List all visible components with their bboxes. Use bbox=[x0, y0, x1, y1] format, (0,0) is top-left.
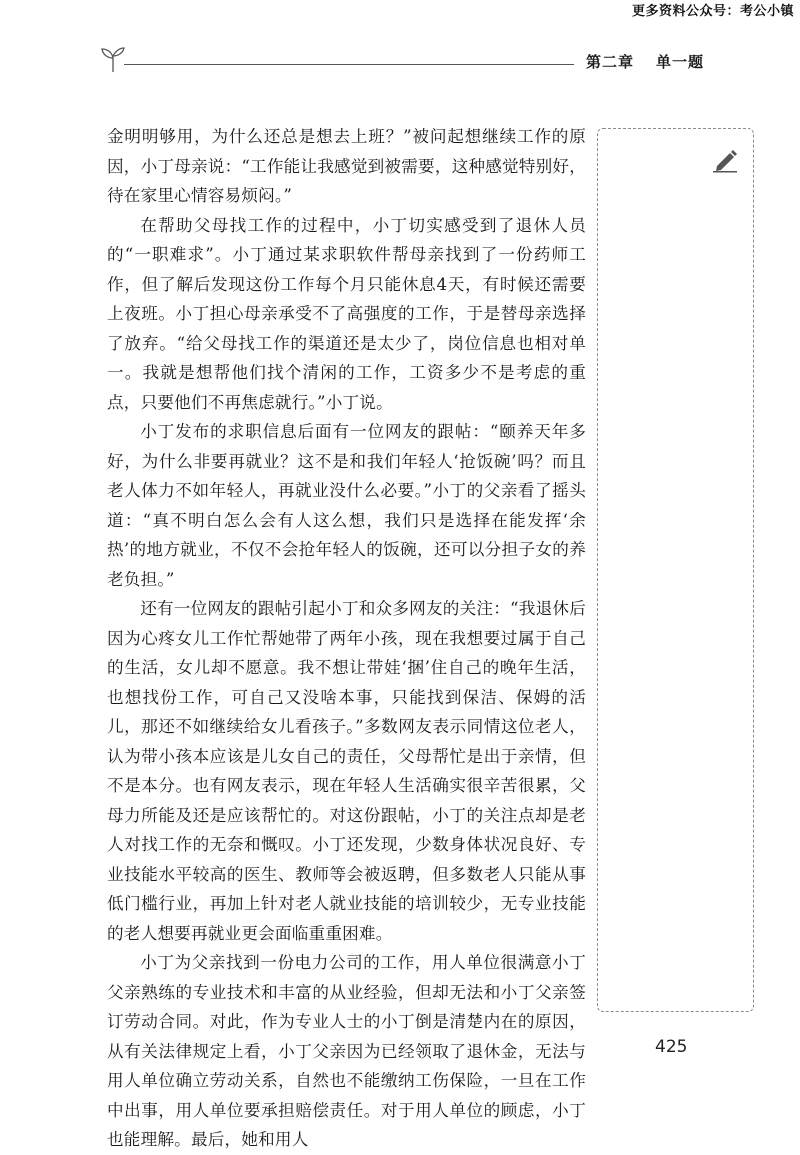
page-number: 425 bbox=[655, 1037, 688, 1057]
paragraph: 小丁发布的求职信息后面有一位网友的跟帖：“颐养天年多好，为什么非要再就业？这不是和我们年轻人‘抢饭碗’吗？而且老人体力不如年轻人，再就业没什么必要。”小丁的父亲看了摇头道：“真不明白怎么会有人这么想，我们只是选择在能发挥‘余热’的地方就业，不仅不会抢年轻人的饭碗，还可以分担子女的养老负担。” bbox=[107, 422, 586, 589]
section-label: 单一题 bbox=[656, 53, 705, 71]
body-text bbox=[107, 122, 586, 1155]
paragraph: 小丁为父亲找到一份电力公司的工作，用人单位很满意小丁父亲熟练的专业技术和丰富的从业经验，但却无法和小丁父亲签订劳动合同。对此，作为专业人士的小丁倒是清楚内在的原因，从有关法律规定上看，小丁父亲因为已经领取了退休金，无法与用人单位确立劳动关系，自然也不能缴纳工伤保险，一旦在工作中出事，用人单位要承担赔偿责任。对于用人单位的顾虑，小丁也能理解。最后，她和用人 bbox=[107, 953, 586, 1149]
page-header bbox=[100, 40, 705, 76]
paragraph: 金明明够用，为什么还总是想去上班？”被问起想继续工作的原因，小丁母亲说：“工作能让我感觉到被需要，这种感觉特别好，待在家里心情容易烦闷。” bbox=[107, 127, 586, 205]
watermark-text: 更多资料公众号：考公小镇 bbox=[631, 4, 794, 19]
sprout-icon bbox=[100, 44, 126, 78]
paragraph: 在帮助父母找工作的过程中，小丁切实感受到了退休人员的“一职难求”。小丁通过某求职软件帮母亲找到了一份药师工作，但了解后发现这份工作每个月只能休息4天，有时候还需要上夜班。小丁担心母亲承受不了高强度的工作，于是替母亲选择了放弃。“给父母找工作的渠道还是太少了，岗位信息也相对单一。我就是想帮他们找个清闲的工作，工资多少不是考虑的重点，只要他们不再焦虑就行。”小丁说。 bbox=[107, 215, 586, 412]
pencil-icon bbox=[711, 147, 739, 177]
chapter-label: 第二章 bbox=[586, 53, 635, 71]
notes-box bbox=[597, 128, 754, 1012]
chapter-heading bbox=[586, 51, 704, 72]
paragraph: 还有一位网友的跟帖引起小丁和众多网友的关注：“我退休后因为心疼女儿工作忙帮她带了两年小孩，现在我想要过属于自己的生活，女儿却不愿意。我不想让带娃‘捆’住自己的晚年生活，也想找份工作，可自己又没啥本事，只能找到保洁、保姆的活儿，那还不如继续给女儿看孩子。”多数网友表示同情这位老人，认为带小孩本应该是儿女自己的责任，父母帮忙是出于亲情，但不是本分。也有网友表示，现在年轻人生活确实很辛苦很累，父母力所能及还是应该帮忙的。对这份跟帖，小丁的关注点却是老人对找工作的无奈和慨叹。小丁还发现，少数身体状况良好、专业技能水平较高的医生、教师等会被返聘，但多数老人只能从事低门槛行业，再加上针对老人就业技能的培训较少，无专业技能的老人想要再就业更会面临重重困难。 bbox=[107, 599, 586, 943]
header-rule bbox=[124, 64, 574, 65]
